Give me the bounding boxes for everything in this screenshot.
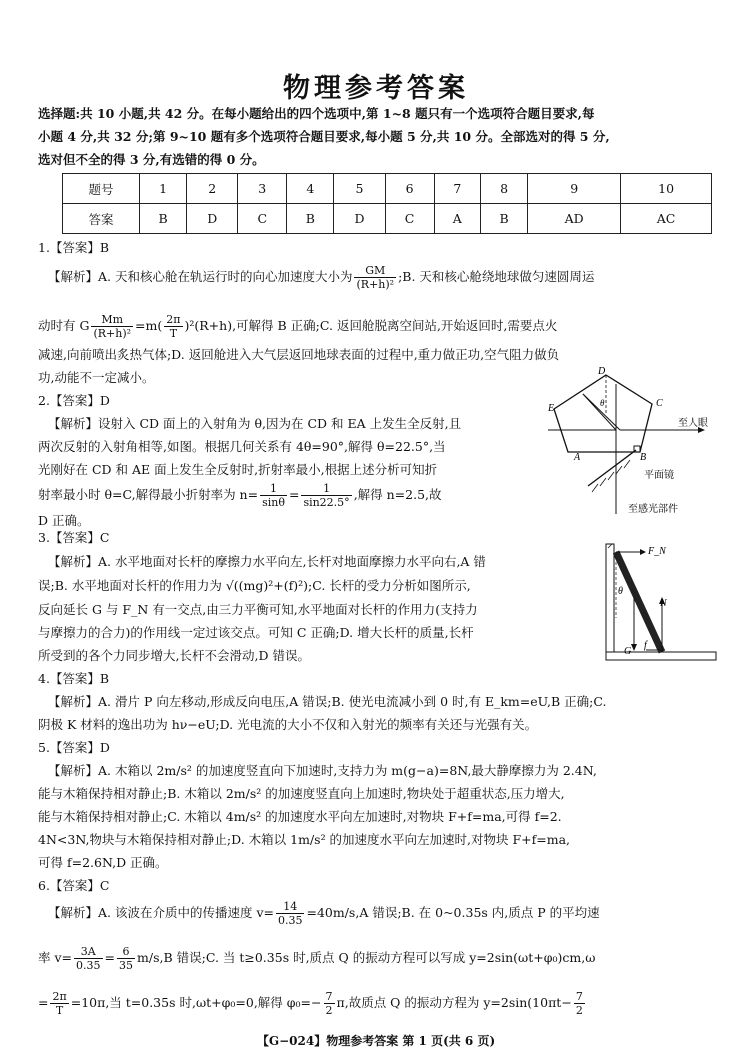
q3-analysis-line: 【解析】A. 水平地面对长杆的摩擦力水平向左,长杆对地面摩擦力水平向右,A 错 <box>48 554 486 569</box>
q5-analysis-line: 可得 f=2.6N,D 正确。 <box>38 855 168 870</box>
rod-figure <box>600 538 720 666</box>
q2-fraction <box>260 482 287 509</box>
label-FN: F_N <box>648 546 666 557</box>
mirror-hatch <box>592 484 598 492</box>
page-title: 物理参考答案 <box>283 73 469 104</box>
label-f: f <box>644 640 647 651</box>
q3-analysis-line: 误;B. 水平地面对长杆的作用力为 √((mg)²+(f)²);C. 长杆的受力分析如图所示, <box>38 578 471 593</box>
fraction-denominator: 2 <box>325 1004 333 1017</box>
intro-line: 小题 4 分,共 32 分;第 9~10 题有多个选项符合题目要求,每小题 5 分,共 10 分。全部选对的得 5 分, <box>38 129 610 144</box>
label-A: A <box>574 452 581 463</box>
page-footer: 【G−024】物理参考答案 第 1 页(共 6 页) <box>256 1034 496 1048</box>
question-number: 3 <box>238 174 287 204</box>
answer-cell: B <box>481 204 528 234</box>
answer-cell: A <box>434 204 480 234</box>
q6-fraction <box>276 900 305 927</box>
q5-analysis-line: 能与木箱保持相对静止;B. 木箱以 2m/s² 的加速度竖直向上加速时,物块处于超重状态,压力增大, <box>38 786 565 801</box>
ground <box>606 652 716 660</box>
q6-fraction <box>50 990 68 1017</box>
q4-analysis-line: 阴极 K 材料的逸出功为 hν−eU;D. 光电流的大小不仅和入射光的频率有关还与光强有关。 <box>38 717 538 732</box>
answer-table <box>62 173 712 234</box>
question-number: 9 <box>528 174 621 204</box>
fraction-numerator: 14 <box>276 900 305 914</box>
q1-answer: 1.【答案】B <box>38 240 110 255</box>
question-number: 2 <box>187 174 238 204</box>
mirror-hatch <box>600 478 606 486</box>
fraction-numerator: 1 <box>260 482 287 496</box>
q3-analysis-line: 所受到的各个力同步增大,长杆不会滑动,D 错误。 <box>38 648 310 663</box>
q2-text: = <box>288 487 300 502</box>
label-B: B <box>640 452 647 463</box>
arrow-head <box>631 644 637 651</box>
intro-text <box>38 102 714 171</box>
q1-text: =m( <box>135 318 163 333</box>
answer-cell: D <box>334 204 385 234</box>
q1-fraction <box>164 313 182 340</box>
q2-analysis-line: 两次反射的入射角相等,如图。根据几何关系有 4θ=90°,解得 θ=22.5°,当 <box>38 439 446 454</box>
question-number: 7 <box>434 174 480 204</box>
q2-text: 射率最小时 θ=C,解得最小折射率为 n= <box>38 487 259 502</box>
q5-answer: 5.【答案】D <box>38 740 110 755</box>
q1-analysis-line: 功,动能不一定减小。 <box>38 370 155 385</box>
answer-table-number-row <box>63 174 712 204</box>
fraction-denominator: T <box>169 327 178 340</box>
label-mirror: 平面镜 <box>644 470 674 481</box>
q6-fraction <box>574 990 585 1017</box>
answer-cell: B <box>287 204 334 234</box>
fraction-numerator: 6 <box>117 945 135 959</box>
q2-fraction <box>301 482 351 509</box>
q5-analysis-line: 4N<3N,物块与木箱保持相对静止;D. 木箱以 1m/s² 的加速度水平向左加速时,对物块 F+f=ma, <box>38 832 571 847</box>
q6-analysis-line <box>38 990 587 1017</box>
label-to-eye: 至人眼 <box>678 418 708 429</box>
q6-answer: 6.【答案】C <box>38 878 110 893</box>
question-number: 4 <box>287 174 334 204</box>
fraction-denominator: sinθ <box>262 496 285 509</box>
fraction-numerator: 7 <box>575 990 583 1003</box>
wall <box>606 544 614 658</box>
fraction-denominator: 0.35 <box>277 914 303 927</box>
q6-text: 【解析】A. 该波在介质中的传播速度 v= <box>48 905 274 920</box>
q6-text: =10π,当 t=0.35s 时,ωt+φ₀=0,解得 φ₀=− <box>70 995 322 1010</box>
answer-cell: AD <box>528 204 621 234</box>
q6-fraction <box>117 945 135 972</box>
q2-analysis-line: D 正确。 <box>38 513 90 528</box>
answer-cell: C <box>385 204 434 234</box>
fraction-numerator: 7 <box>325 990 333 1003</box>
prism-figure <box>548 364 722 524</box>
fraction-numerator: 3A <box>74 945 103 959</box>
fraction-denominator: (R+h)² <box>356 278 395 291</box>
q4-answer: 4.【答案】B <box>38 671 110 686</box>
question-number: 10 <box>621 174 712 204</box>
q2-analysis-line: 【解析】设射入 CD 面上的入射角为 θ,因为在 CD 和 EA 上发生全反射,且 <box>48 416 462 431</box>
q1-text: ;B. 天和核心舱绕地球做匀速圆周运 <box>398 269 595 284</box>
mirror-line <box>588 450 636 486</box>
q1-fraction <box>354 264 396 291</box>
mirror-hatch <box>624 460 630 468</box>
answer-cell: D <box>187 204 238 234</box>
q6-analysis-line <box>48 900 600 927</box>
rod <box>616 552 662 652</box>
fraction-denominator: (R+h)² <box>93 327 132 340</box>
q6-fraction <box>324 990 335 1017</box>
label-D: D <box>598 366 606 377</box>
q6-text: 率 v= <box>38 950 73 965</box>
question-number: 6 <box>385 174 434 204</box>
q2-text: ,解得 n=2.5,故 <box>353 487 442 502</box>
q6-fraction <box>74 945 103 972</box>
q6-analysis-line <box>38 945 595 972</box>
q3-answer: 3.【答案】C <box>38 530 110 545</box>
q2-analysis-line: 光刚好在 CD 和 AE 面上发生全反射时,折射率最小,根据上述分析可知折 <box>38 462 438 477</box>
mirror-hatch <box>608 472 614 480</box>
question-number: 8 <box>481 174 528 204</box>
answer-table-answer-row <box>63 204 712 234</box>
q2-analysis-line <box>38 482 442 509</box>
fraction-denominator: 0.35 <box>76 959 101 972</box>
q5-analysis-line: 能与木箱保持相对静止;C. 木箱以 4m/s² 的加速度水平向左加速时,对物块 F+f=ma,可得 f=2. <box>38 809 562 824</box>
q6-text: =40m/s,A 错误;B. 在 0~0.35s 内,质点 P 的平均速 <box>306 905 600 920</box>
answer-cell: C <box>238 204 287 234</box>
q6-text: = <box>104 950 115 965</box>
q1-fraction <box>91 313 133 340</box>
q6-text: m/s,B 错误;C. 当 t≥0.35s 时,质点 Q 的振动方程可以写成 y=2sin(ωt+φ₀)cm,ω <box>137 950 596 965</box>
q1-analysis-line <box>38 313 557 340</box>
q4-analysis-line: 【解析】A. 滑片 P 向左移动,形成反向电压,A 错误;B. 使光电流减小到 0 时,有 E_km=eU,B 正确;C. <box>48 694 607 709</box>
label-C: C <box>656 398 663 409</box>
answer-cell: AC <box>621 204 712 234</box>
intro-line: 选对但不全的得 3 分,有选错的得 0 分。 <box>38 152 265 167</box>
q1-analysis-line: 减速,向前喷出炙热气体;D. 返回舱进入大气层返回地球表面的过程中,重力做正功,空气阻力做负 <box>38 347 560 362</box>
fraction-numerator: GM <box>354 264 396 278</box>
q5-analysis-line: 【解析】A. 木箱以 2m/s² 的加速度竖直向下加速时,支持力为 m(g−a)=8N,最大静摩擦力为 2.4N, <box>48 763 597 778</box>
fraction-denominator: 2 <box>575 1004 583 1017</box>
fraction-numerator: 2π <box>52 990 67 1003</box>
label-theta: θ <box>618 586 623 597</box>
label-G: G <box>624 646 632 657</box>
answer-cell: B <box>140 204 187 234</box>
mirror-hatch <box>616 466 622 474</box>
label-theta: θ <box>600 398 605 408</box>
fraction-numerator: 2π <box>166 313 181 326</box>
q1-text: 【解析】A. 天和核心舱在轨运行时的向心加速度大小为 <box>48 269 353 284</box>
fraction-numerator: 1 <box>301 482 351 496</box>
arrow-head <box>640 549 646 555</box>
label-E: E <box>548 403 555 414</box>
question-number: 5 <box>334 174 385 204</box>
q2-answer: 2.【答案】D <box>38 393 110 408</box>
fraction-denominator: sin22.5° <box>303 496 350 509</box>
q1-text: )²(R+h),可解得 B 正确;C. 返回舱脱离空间站,开始返回时,需要点火 <box>184 318 558 333</box>
intro-line: 选择题:共 10 小题,共 42 分。在每小题给出的四个选项中,第 1~8 题只有一个选项符合题目要求,每 <box>38 106 595 121</box>
row-label-answer: 答案 <box>63 204 140 234</box>
q6-text: π,故质点 Q 的振动方程为 y=2sin(10πt− <box>336 995 572 1010</box>
question-number: 1 <box>140 174 187 204</box>
label-N: N <box>660 598 667 609</box>
q1-text: 动时有 G <box>38 318 90 333</box>
fraction-numerator: Mm <box>91 313 133 327</box>
fraction-denominator: T <box>55 1004 64 1017</box>
row-label-number: 题号 <box>63 174 140 204</box>
fraction-denominator: 35 <box>119 959 133 972</box>
q3-analysis-line: 反向延长 G 与 F_N 有一交点,由三力平衡可知,水平地面对长杆的作用力(支持力 <box>38 602 478 617</box>
q3-analysis-line: 与摩擦力的合力)的作用线一定过该交点。可知 C 正确;D. 增大长杆的质量,长杆 <box>38 625 474 640</box>
label-to-sensor: 至感光部件 <box>628 504 678 515</box>
q1-analysis-line <box>48 264 594 291</box>
q6-text: = <box>38 995 49 1010</box>
